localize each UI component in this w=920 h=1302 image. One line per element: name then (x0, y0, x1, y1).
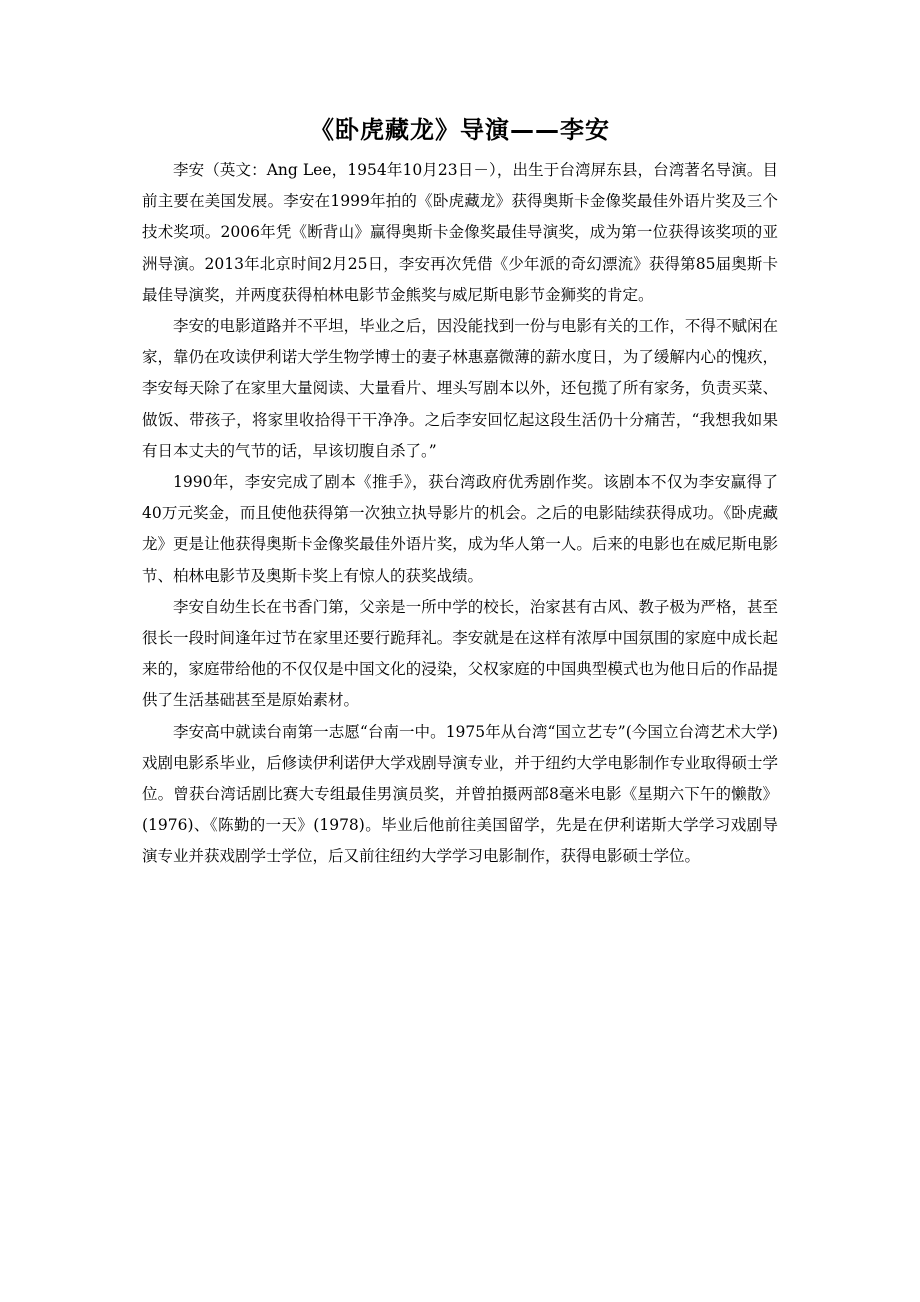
paragraph-3: 1990年，李安完成了剧本《推手》，获台湾政府优秀剧作奖。该剧本不仅为李安赢得了40万元奖金，而且使他获得第一次独立执导影片的机会。之后的电影陆续获得成功。《卧虎藏龙》更是让他获得奥斯卡金像奖最佳外语片奖，成为华人第一人。后来的电影也在威尼斯电影节、柏林电影节及奥斯卡奖上有惊人的获奖战绩。 (142, 473, 778, 585)
paragraph-5: 李安高中就读台南第一志愿“台南一中。1975年从台湾“国立艺专”(今国立台湾艺术大学)戏剧电影系毕业，后修读伊利诺伊大学戏剧导演专业，并于纽约大学电影制作专业取得硕士学位。曾获台湾话剧比赛大专组最佳男演员奖，并曾拍摄两部8毫米电影《星期六下午的懒散》(1976)、《陈勤的一天》(1978)。毕业后他前往美国留学，先是在伊利诺斯大学学习戏剧导演专业并获戏剧学士学位，后又前往纽约大学学习电影制作，获得电影硕士学位。 (142, 722, 778, 866)
page-title: 《卧虎藏龙》导演——李安 (310, 116, 610, 144)
paragraph-1: 李安（英文：Ang Lee，1954年10月23日－），出生于台湾屏东县，台湾著名导演。目前主要在美国发展。李安在1999年拍的《卧虎藏龙》获得奥斯卡金像奖最佳外语片奖及三个技术奖项。2006年凭《断背山》赢得奥斯卡金像奖最佳导演奖，成为第一位获得该奖项的亚洲导演。2013年北京时间2月25日，李安再次凭借《少年派的奇幻漂流》获得第85届奥斯卡最佳导演奖，并两度获得柏林电影节金熊奖与威尼斯电影节金狮奖的肯定。 (142, 161, 778, 304)
paragraph-2: 李安的电影道路并不平坦，毕业之后，因没能找到一份与电影有关的工作，不得不赋闲在家，靠仍在攻读伊利诺大学生物学博士的妻子林惠嘉微薄的薪水度日，为了缓解内心的愧疚，李安每天除了在家里大量阅读、大量看片、埋头写剧本以外，还包揽了所有家务，负责买菜、做饭、带孩子，将家里收拾得干干净净。之后李安回忆起这段生活仍十分痛苦，“我想我如果有日本丈夫的气节的话，早该切腹自杀了。” (142, 317, 778, 460)
paragraph-4: 李安自幼生长在书香门第，父亲是一所中学的校长，治家甚有古风、教子极为严格，甚至很长一段时间逢年过节在家里还要行跪拜礼。李安就是在这样有浓厚中国氛围的家庭中成长起来的，家庭带给他的不仅仅是中国文化的浸染，父权家庭的中国典型模式也为他日后的作品提供了生活基础甚至是原始素材。 (142, 597, 778, 710)
article-body (142, 155, 778, 873)
